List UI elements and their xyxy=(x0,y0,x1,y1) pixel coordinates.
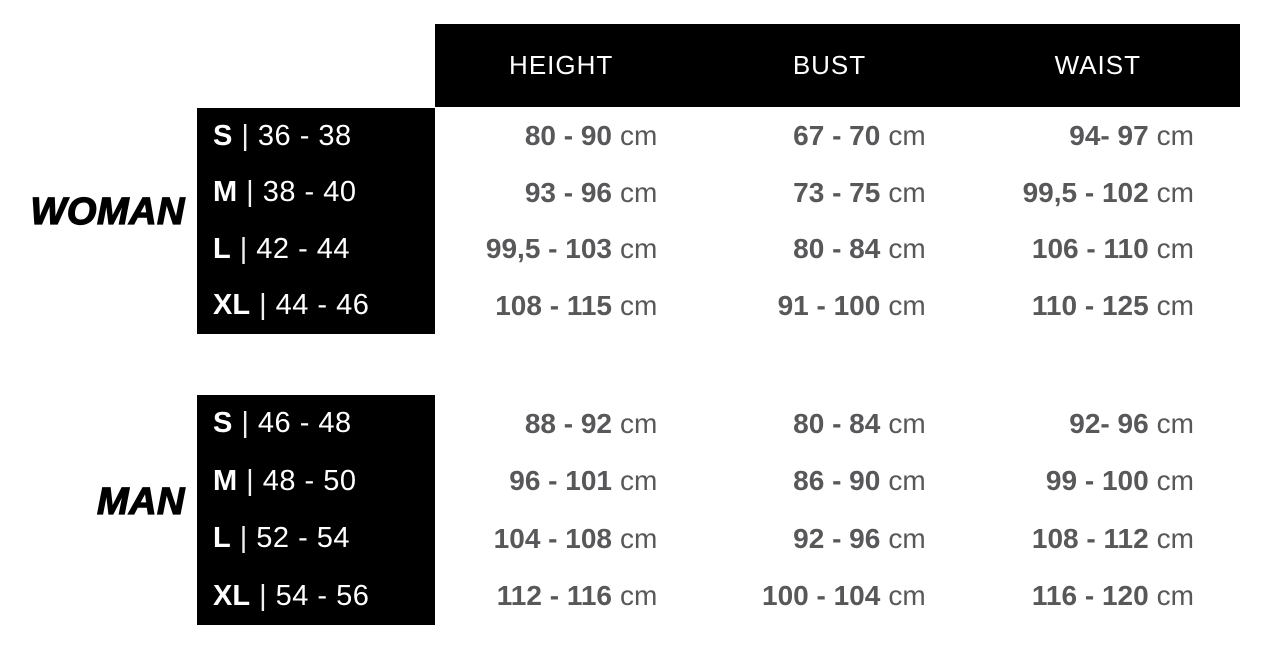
measurement-unit: cm xyxy=(1156,289,1194,321)
measurement-value: 106 - 110 xyxy=(1031,233,1149,265)
measurement-value: 93 - 96 xyxy=(524,176,612,208)
measurement-value: 80 - 90 xyxy=(524,120,612,152)
size-separator: | xyxy=(246,176,254,209)
measurement-unit: cm xyxy=(620,233,658,265)
measurement-cell-woman-xl-bust xyxy=(703,290,971,322)
measurement-unit: cm xyxy=(888,522,926,554)
measurement-cell-man-xl-waist xyxy=(972,580,1240,612)
size-box-man xyxy=(197,395,435,625)
measurement-value: 100 - 104 xyxy=(762,580,881,612)
size-separator: | xyxy=(246,464,254,497)
measurement-cell-woman-m-bust xyxy=(703,177,971,209)
size-letter: M xyxy=(213,464,238,497)
measurement-unit: cm xyxy=(620,580,658,612)
size-separator: | xyxy=(241,407,249,440)
size-letter: XL xyxy=(213,289,251,322)
measurement-unit: cm xyxy=(620,289,658,321)
size-row-man-xl xyxy=(213,580,435,613)
size-range: 46 - 48 xyxy=(257,407,352,440)
measurement-cell-woman-xl-waist xyxy=(972,290,1240,322)
size-separator: | xyxy=(239,232,248,265)
measurement-value: 112 - 116 xyxy=(496,580,612,612)
size-row-woman-l xyxy=(213,233,435,266)
measurement-unit: cm xyxy=(1156,580,1194,612)
size-row-woman-xl xyxy=(213,289,435,322)
size-letter: S xyxy=(213,119,233,152)
measurement-unit: cm xyxy=(620,176,658,208)
measurement-value: 99,5 - 103 xyxy=(485,233,612,265)
measurement-value: 92 - 96 xyxy=(793,522,881,554)
values-grid-man xyxy=(435,395,1240,625)
measurement-unit: cm xyxy=(888,289,926,321)
measurement-cell-man-s-waist xyxy=(972,408,1240,440)
measurement-value: 86 - 90 xyxy=(793,465,881,497)
measurement-unit: cm xyxy=(888,176,926,208)
size-range: 42 - 44 xyxy=(256,232,351,265)
measurement-value: 80 - 84 xyxy=(793,407,881,439)
size-range: 44 - 46 xyxy=(275,289,370,322)
measurement-value: 110 - 125 xyxy=(1031,289,1149,321)
measurement-cell-man-m-bust xyxy=(703,465,971,497)
measurement-cell-man-m-height xyxy=(435,465,703,497)
column-header-bar xyxy=(435,24,1240,107)
size-letter: L xyxy=(213,232,231,265)
size-range: 54 - 56 xyxy=(275,579,370,612)
measurement-cell-man-m-waist xyxy=(972,465,1240,497)
size-box-woman xyxy=(197,108,435,334)
measurement-unit: cm xyxy=(888,465,926,497)
measurement-unit: cm xyxy=(620,522,658,554)
measurement-value: 91 - 100 xyxy=(777,289,881,321)
measurement-unit: cm xyxy=(1156,120,1194,152)
measurement-unit: cm xyxy=(1156,233,1194,265)
size-range: 52 - 54 xyxy=(256,522,351,555)
measurement-cell-woman-s-height xyxy=(435,120,703,152)
measurement-value: 104 - 108 xyxy=(493,522,612,554)
size-row-man-l xyxy=(213,522,435,555)
measurement-value: 96 - 101 xyxy=(509,465,612,497)
measurement-value: 73 - 75 xyxy=(793,176,881,208)
measurement-cell-woman-l-height xyxy=(435,233,703,265)
size-letter: S xyxy=(213,407,233,440)
size-letter: XL xyxy=(213,579,251,612)
measurement-value: 67 - 70 xyxy=(793,120,881,152)
measurement-unit: cm xyxy=(620,465,658,497)
measurement-unit: cm xyxy=(1156,407,1194,439)
measurement-unit: cm xyxy=(888,120,926,152)
size-separator: | xyxy=(241,119,249,152)
measurement-cell-woman-l-waist xyxy=(972,233,1240,265)
measurement-value: 108 - 115 xyxy=(495,289,612,321)
measurement-value: 116 - 120 xyxy=(1031,580,1149,612)
size-row-man-s xyxy=(213,407,435,440)
measurement-unit: cm xyxy=(888,407,926,439)
measurement-cell-man-xl-height xyxy=(435,580,703,612)
size-separator: | xyxy=(239,522,248,555)
section-label-man: MAN xyxy=(96,481,185,523)
measurement-value: 88 - 92 xyxy=(524,407,612,439)
measurement-unit: cm xyxy=(620,407,658,439)
measurement-cell-woman-s-bust xyxy=(703,120,971,152)
measurement-cell-man-xl-bust xyxy=(703,580,971,612)
size-row-man-m xyxy=(213,465,435,498)
measurement-cell-man-l-height xyxy=(435,523,703,555)
measurement-value: 99,5 - 102 xyxy=(1022,176,1149,208)
measurement-value: 94- 97 xyxy=(1069,120,1149,152)
measurement-value: 92- 96 xyxy=(1069,407,1149,439)
column-header-bust: BUST xyxy=(792,50,867,80)
measurement-value: 108 - 112 xyxy=(1031,522,1149,554)
measurement-cell-woman-s-waist xyxy=(972,120,1240,152)
measurement-cell-man-l-bust xyxy=(703,523,971,555)
measurement-cell-man-l-waist xyxy=(972,523,1240,555)
column-header-waist: WAIST xyxy=(1054,50,1142,80)
measurement-value: 80 - 84 xyxy=(793,233,881,265)
size-range: 48 - 50 xyxy=(262,464,357,497)
values-grid-woman xyxy=(435,108,1240,334)
size-letter: M xyxy=(213,176,238,209)
measurement-unit: cm xyxy=(888,233,926,265)
size-range: 36 - 38 xyxy=(257,119,352,152)
size-range: 38 - 40 xyxy=(262,176,357,209)
measurement-unit: cm xyxy=(888,580,926,612)
measurement-cell-woman-m-waist xyxy=(972,177,1240,209)
measurement-unit: cm xyxy=(1156,176,1194,208)
size-row-woman-m xyxy=(213,176,435,209)
size-separator: | xyxy=(259,289,267,322)
column-header-height: HEIGHT xyxy=(509,50,614,80)
measurement-cell-woman-m-height xyxy=(435,177,703,209)
measurement-cell-woman-xl-height xyxy=(435,290,703,322)
measurement-cell-man-s-bust xyxy=(703,408,971,440)
size-separator: | xyxy=(259,579,267,612)
section-label-woman: WOMAN xyxy=(30,191,185,233)
measurement-cell-man-s-height xyxy=(435,408,703,440)
measurement-value: 99 - 100 xyxy=(1045,465,1149,497)
measurement-unit: cm xyxy=(1156,522,1194,554)
measurement-unit: cm xyxy=(1156,465,1194,497)
size-letter: L xyxy=(213,522,231,555)
size-row-woman-s xyxy=(213,120,435,153)
measurement-unit: cm xyxy=(620,120,658,152)
measurement-cell-woman-l-bust xyxy=(703,233,971,265)
